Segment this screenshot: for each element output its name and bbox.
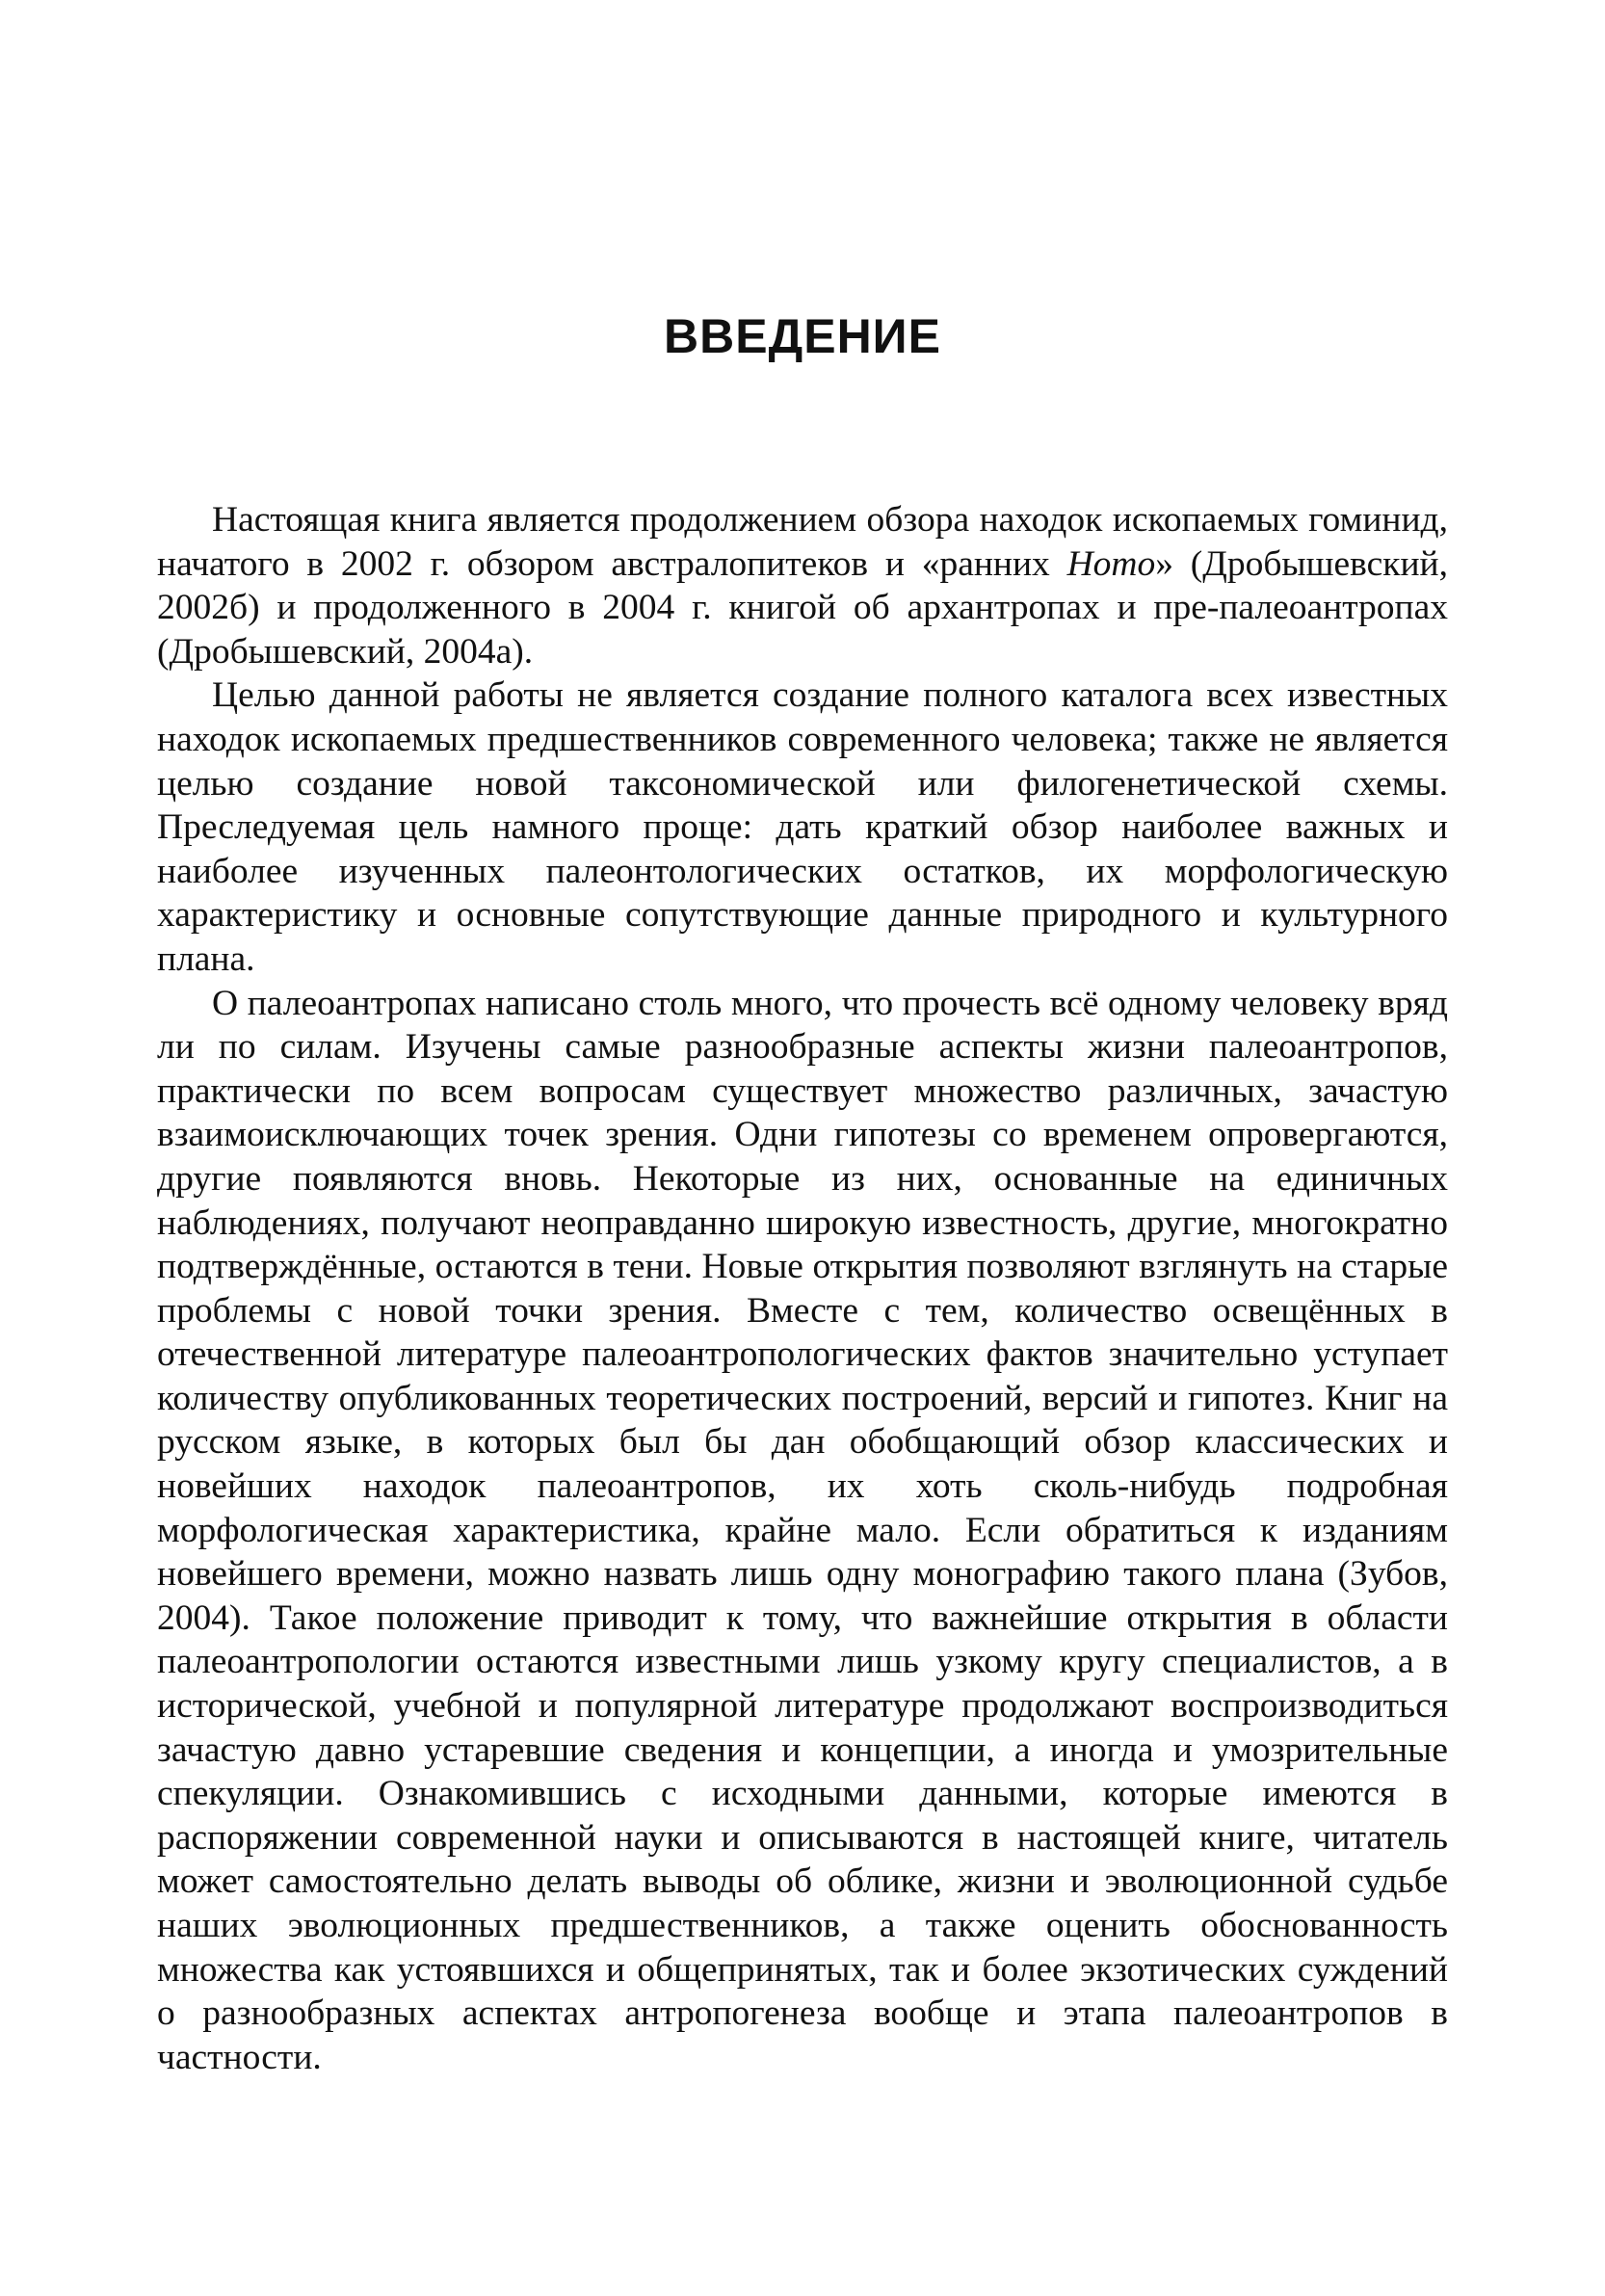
paragraph-1-italic-term: Homo — [1066, 543, 1156, 584]
paragraph-1-start: Настоящая книга является продолжением обзора находок ископаемых гоминид, начатого в 2002 г. обзором австралопитеков и «ранних — [157, 500, 1448, 584]
paragraph-1-end: » (Дробышевский, 2002б) и продолженного в 2004 г. книгой об архантропах и пре-палеоантропах (Дробышевский, 2004а). — [157, 543, 1448, 672]
paragraph-3: О палеоантропах написано столь много, что прочесть всё одному человеку вряд ли по силам. Изучены самые разнообразные аспекты жизни палеоантропов, практически по всем вопросам существует множество различных, зачастую взаимоисключающих точек зрения. Одни гипотезы со временем опровергаются, другие появляются вновь. Некоторые из них, основанные на единичных наблюдениях, получают неоправданно широкую известность, другие, многократно подтверждённые, остаются в тени. Новые открытия позволяют взглянуть на старые проблемы с новой точки зрения. Вместе с тем, количество освещённых в отечественной литературе палеоантропологических фактов значительно уступает количеству опубликованных теоретических построений, версий и гипотез. Книг на русском языке, в которых был бы дан обобщающий обзор классических и новейших находок палеоантропов, их хоть сколь-нибудь подробная морфологическая характеристика, крайне мало. Если обратиться к изданиям новейшего времени, можно назвать лишь одну монографию такого плана (Зубов, 2004). Такое положение приводит к тому, что важнейшие открытия в области палеоантропологии остаются известными лишь узкому кругу специалистов, а в исторической, учебной и популярной литературе продолжают воспроизводиться зачастую давно устаревшие сведения и концепции, а иногда и умозрительные спекуляции. Ознакомившись с исходными данными, которые имеются в распоряжении современной науки и описываются в настоящей книге, читатель может самостоятельно делать выводы об облике, жизни и эволюционной судьбе наших эволюционных предшественников, а также оценить обоснованность множества как устоявшихся и общепринятых, так и более экзотических суждений о разнообразных аспектах антропогенеза вообще и этапа палеоантропов в частности. — [157, 983, 1448, 2077]
page-title: ВВЕДЕНИЕ — [664, 309, 941, 363]
paragraph-2: Целью данной работы не является создание полного каталога всех известных находок ископаемых предшественников современного человека; также не является целью создание новой таксономической или филогенетической схемы. Преследуемая цель намного проще: дать краткий обзор наиболее важных и наиболее изученных палеонтологических остатков, их морфологическую характеристику и основные сопутствующие данные природного и культурного плана. — [157, 675, 1448, 979]
body-text — [157, 498, 1448, 2079]
paragraph-1 — [157, 498, 1448, 673]
